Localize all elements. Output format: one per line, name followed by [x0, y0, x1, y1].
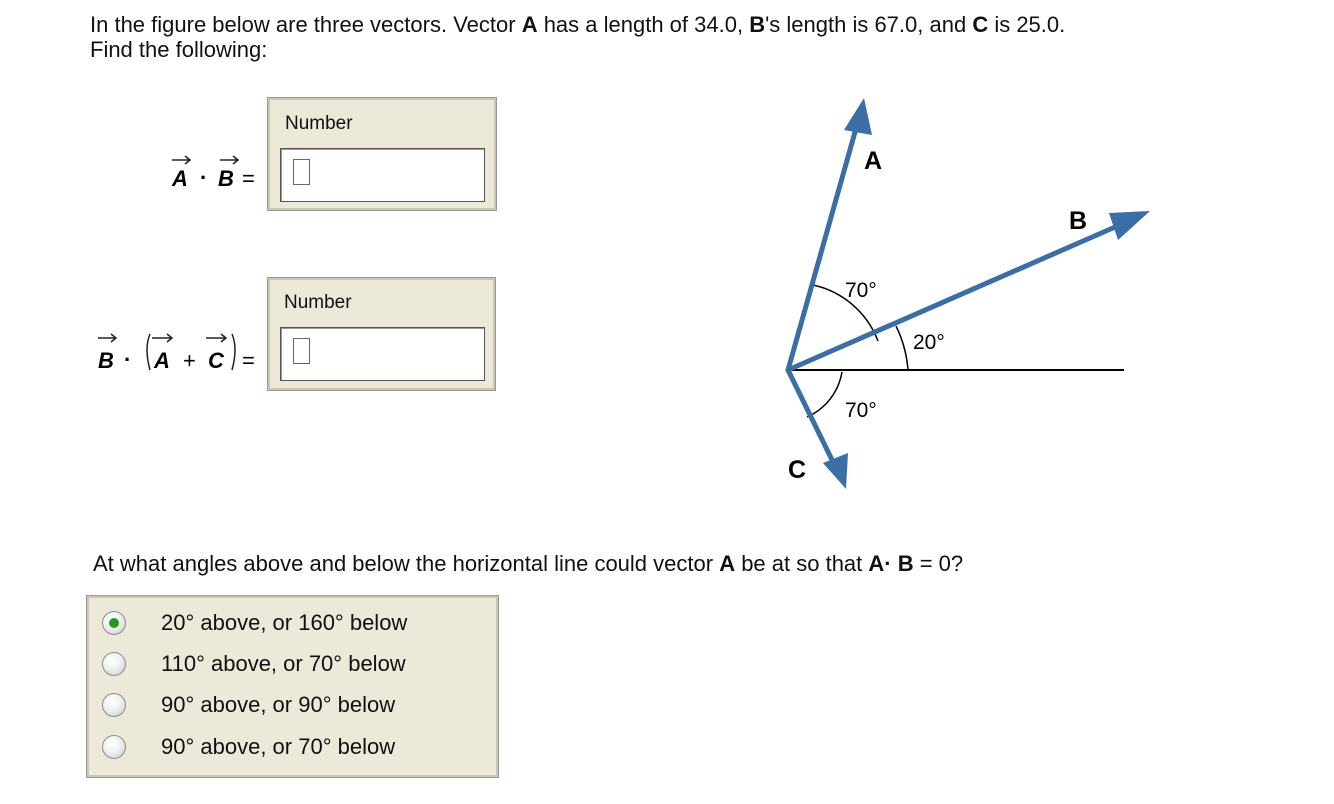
ab-number-input[interactable]: [280, 148, 485, 202]
angle-question-text-3: = 0?: [913, 551, 964, 576]
vector-a-line: [788, 125, 857, 370]
question-line-1: [90, 12, 1065, 37]
angle-question-vector-a: A: [719, 551, 736, 576]
choice-label: 90° above, or 90° below: [161, 692, 396, 717]
expr-equals: =: [242, 348, 255, 373]
expr-dot: ·: [124, 347, 132, 372]
vector-c-name: C: [972, 12, 989, 37]
label-b: B: [1069, 207, 1088, 235]
angle-arc-c: [807, 372, 842, 417]
radio-button[interactable]: [102, 735, 126, 759]
number-label: Number: [285, 113, 353, 134]
vector-arrow-icons: [172, 156, 238, 164]
angle-label-b-horizontal: 20°: [913, 331, 945, 354]
expr-equals: =: [242, 166, 255, 191]
vector-c-arrowhead: [823, 453, 848, 489]
number-label: Number: [284, 292, 352, 313]
expr-a: A: [154, 348, 170, 373]
label-a: A: [864, 147, 883, 175]
vector-b-line: [788, 224, 1122, 370]
angle-label-c: 70°: [845, 399, 877, 422]
choice-label: 20° above, or 160° below: [161, 610, 408, 635]
expr-a: A: [172, 166, 188, 191]
expr-plus: +: [183, 348, 196, 373]
question-intro: In the figure below are three vectors. Vector: [90, 12, 522, 37]
angle-arc-b-horizontal: [896, 326, 908, 370]
question-text: [90, 12, 1065, 62]
choice-label: 90° above, or 70° below: [161, 734, 396, 759]
choice-option[interactable]: [87, 644, 487, 684]
expr-dot: ·: [200, 165, 208, 190]
left-paren-icon: [147, 334, 150, 370]
radio-button[interactable]: [102, 693, 126, 717]
arrow-over-b-icon: [98, 334, 116, 342]
vector-lines: [788, 125, 1122, 468]
vector-a-arrowhead: [844, 98, 872, 135]
dot-product-b-ac-expression: [94, 328, 266, 376]
label-c: C: [788, 456, 807, 484]
vector-b-arrowhead: [1109, 211, 1150, 240]
radio-button[interactable]: [102, 611, 126, 635]
choice-option[interactable]: [87, 727, 487, 767]
answer-box-ab: [267, 97, 497, 211]
question-line-2: Find the following:: [90, 37, 268, 62]
angle-question-text-2: be at so that: [735, 551, 869, 576]
text-cursor-icon: [293, 338, 310, 364]
radio-selected-dot-icon: [109, 618, 119, 628]
arrow-over-b-icon: [220, 156, 238, 164]
b-ac-number-input[interactable]: [280, 327, 485, 381]
choice-option[interactable]: [87, 685, 487, 725]
vector-a-name: A: [521, 12, 538, 37]
expr-b: B: [98, 348, 114, 373]
question-intro-4: is 25.0.: [988, 12, 1066, 37]
dot-product-ab-svg: [168, 150, 268, 195]
vector-b-name: B: [749, 12, 766, 37]
question-intro-3: 's length is 67.0, and: [765, 12, 973, 37]
arrow-over-a-icon: [172, 156, 190, 164]
vector-figure: [760, 85, 1160, 505]
question-intro-2: has a length of 34.0,: [537, 12, 750, 37]
expr-c: C: [208, 348, 224, 373]
vector-c-line: [788, 370, 836, 468]
angle-label-ab: 70°: [845, 279, 877, 302]
angle-question-text: At what angles above and below the horizontal line could vector: [93, 551, 720, 576]
arrow-over-c-icon: [206, 334, 226, 342]
choice-option[interactable]: [87, 603, 487, 643]
dot-product-b-ac-svg: [94, 328, 266, 376]
radio-button[interactable]: [102, 652, 126, 676]
angle-question: [93, 551, 963, 577]
dot-product-ab-expression: [168, 150, 268, 195]
angle-question-dot-product: A· B: [868, 551, 914, 576]
text-cursor-icon: [293, 159, 310, 185]
arrow-over-a-icon: [152, 334, 172, 342]
expr-b: B: [218, 166, 234, 191]
choice-label: 110° above, or 70° below: [161, 651, 406, 676]
right-paren-icon: [232, 334, 235, 370]
answer-box-b-ac: [267, 277, 496, 391]
angle-choices: [86, 595, 499, 778]
